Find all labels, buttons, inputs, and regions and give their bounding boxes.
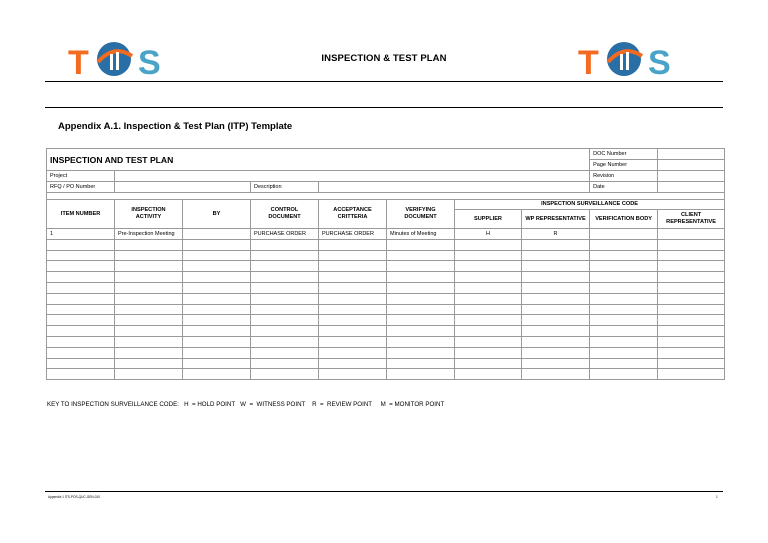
cell-control-document[interactable]: [251, 304, 319, 315]
cell-item-number[interactable]: 1: [47, 229, 115, 240]
cell-item-number[interactable]: [47, 272, 115, 283]
table-row: [47, 293, 725, 304]
project-field[interactable]: [115, 171, 590, 182]
cell-acceptance-criteria[interactable]: [319, 336, 387, 347]
cell-supplier[interactable]: [455, 261, 522, 272]
cell-verification-body[interactable]: [590, 293, 658, 304]
cell-by[interactable]: [183, 229, 251, 240]
cell-verification-body[interactable]: [590, 282, 658, 293]
cell-control-document[interactable]: [251, 261, 319, 272]
cell-supplier[interactable]: [455, 336, 522, 347]
header-rule: [45, 81, 723, 82]
cell-supplier[interactable]: [455, 272, 522, 283]
rfq-label: RFQ / PO Number: [47, 182, 115, 193]
cell-control-document[interactable]: [251, 239, 319, 250]
cell-verifying-document[interactable]: [387, 239, 455, 250]
cell-verifying-document[interactable]: [387, 336, 455, 347]
section-rule: [45, 107, 723, 108]
table-row: [47, 282, 725, 293]
col-supplier: SUPPLIER: [455, 210, 522, 229]
cell-verifying-document[interactable]: Minutes of Meeting: [387, 229, 455, 240]
cell-item-number[interactable]: [47, 261, 115, 272]
date-field[interactable]: [658, 182, 725, 193]
cell-inspection-activity[interactable]: Pre-Inspection Meeting: [115, 229, 183, 240]
cell-supplier[interactable]: [455, 326, 522, 337]
form-title: INSPECTION AND TEST PLAN: [47, 149, 590, 171]
cell-by[interactable]: [183, 239, 251, 250]
cell-acceptance-criteria[interactable]: [319, 261, 387, 272]
cell-verification-body[interactable]: [590, 261, 658, 272]
cell-client-representative[interactable]: [658, 261, 725, 272]
cell-wp-representative[interactable]: [522, 304, 590, 315]
cell-item-number[interactable]: [47, 282, 115, 293]
cell-control-document[interactable]: [251, 369, 319, 380]
cell-verification-body[interactable]: [590, 315, 658, 326]
cell-control-document[interactable]: [251, 272, 319, 283]
cell-client-representative[interactable]: [658, 369, 725, 380]
cell-supplier[interactable]: [455, 315, 522, 326]
table-row: [47, 304, 725, 315]
description-label: Description: [251, 182, 319, 193]
table-row: [47, 272, 725, 283]
col-by: BY: [183, 200, 251, 229]
cell-verification-body[interactable]: [590, 229, 658, 240]
cell-by[interactable]: [183, 293, 251, 304]
logo-letter-t: T: [578, 44, 599, 80]
revision-label: Revision: [590, 171, 658, 182]
cell-item-number[interactable]: [47, 369, 115, 380]
cell-control-document[interactable]: PURCHASE ORDER: [251, 229, 319, 240]
rfq-field[interactable]: [115, 182, 251, 193]
cell-verifying-document[interactable]: [387, 358, 455, 369]
cell-inspection-activity[interactable]: [115, 293, 183, 304]
cell-acceptance-criteria[interactable]: [319, 347, 387, 358]
footer-page-number: 1: [716, 495, 718, 499]
cell-verifying-document[interactable]: [387, 347, 455, 358]
cell-supplier[interactable]: H: [455, 229, 522, 240]
cell-by[interactable]: [183, 261, 251, 272]
cell-client-representative[interactable]: [658, 326, 725, 337]
cell-inspection-activity[interactable]: [115, 250, 183, 261]
cell-wp-representative[interactable]: [522, 326, 590, 337]
cell-inspection-activity[interactable]: [115, 261, 183, 272]
cell-wp-representative[interactable]: [522, 282, 590, 293]
revision-field[interactable]: [658, 171, 725, 182]
cell-by[interactable]: [183, 315, 251, 326]
cell-acceptance-criteria[interactable]: [319, 304, 387, 315]
cell-verifying-document[interactable]: [387, 282, 455, 293]
cell-verification-body[interactable]: [590, 358, 658, 369]
cell-client-representative[interactable]: [658, 293, 725, 304]
spacer-row: [47, 193, 725, 200]
cell-acceptance-criteria[interactable]: [319, 239, 387, 250]
cell-acceptance-criteria[interactable]: [319, 315, 387, 326]
cell-acceptance-criteria[interactable]: [319, 272, 387, 283]
cell-client-representative[interactable]: [658, 347, 725, 358]
cell-control-document[interactable]: [251, 358, 319, 369]
cell-client-representative[interactable]: [658, 239, 725, 250]
doc-number-field[interactable]: [658, 149, 725, 160]
cell-by[interactable]: [183, 326, 251, 337]
cell-wp-representative[interactable]: [522, 261, 590, 272]
cell-by[interactable]: [183, 282, 251, 293]
cell-wp-representative[interactable]: [522, 347, 590, 358]
cell-supplier[interactable]: [455, 239, 522, 250]
page-number-field[interactable]: [658, 160, 725, 171]
page-number-label: Page Number: [590, 160, 658, 171]
logo-letter-t: T: [68, 44, 89, 80]
cell-wp-representative[interactable]: [522, 369, 590, 380]
cell-item-number[interactable]: [47, 336, 115, 347]
cell-client-representative[interactable]: [658, 282, 725, 293]
doc-number-label: DOC Number: [590, 149, 658, 160]
cell-supplier[interactable]: [455, 250, 522, 261]
document-title: INSPECTION & TEST PLAN: [321, 53, 447, 64]
cell-by[interactable]: [183, 369, 251, 380]
cell-verification-body[interactable]: [590, 347, 658, 358]
table-row: [47, 369, 725, 380]
footer-doc-ref: Appendix 1 ITS-POS-QUC-GEN-010: [48, 495, 101, 499]
col-wp-representative: WP REPRESENTATIVE: [522, 210, 590, 229]
table-row: [47, 315, 725, 326]
appendix-heading: Appendix A.1. Inspection & Test Plan (ITP) Template: [58, 121, 293, 132]
cell-item-number[interactable]: [47, 250, 115, 261]
cell-verification-body[interactable]: [590, 250, 658, 261]
cell-client-representative[interactable]: [658, 304, 725, 315]
cell-item-number[interactable]: [47, 239, 115, 250]
col-client-representative: CLIENT REPRESENTATIVE: [658, 210, 725, 229]
footer-rule: [45, 491, 723, 492]
cell-acceptance-criteria[interactable]: [319, 326, 387, 337]
cell-by[interactable]: [183, 250, 251, 261]
logo-letter-s: S: [138, 44, 161, 80]
cell-verifying-document[interactable]: [387, 369, 455, 380]
cell-item-number[interactable]: [47, 358, 115, 369]
cell-acceptance-criteria[interactable]: [319, 293, 387, 304]
cell-inspection-activity[interactable]: [115, 347, 183, 358]
cell-item-number[interactable]: [47, 315, 115, 326]
cell-control-document[interactable]: [251, 293, 319, 304]
date-label: Date: [590, 182, 658, 193]
cell-verifying-document[interactable]: [387, 272, 455, 283]
description-field[interactable]: [319, 182, 590, 193]
cell-supplier[interactable]: [455, 304, 522, 315]
tqs-logo-right: [576, 38, 694, 80]
cell-control-document[interactable]: [251, 326, 319, 337]
cell-wp-representative[interactable]: [522, 358, 590, 369]
cell-acceptance-criteria[interactable]: [319, 358, 387, 369]
cell-client-representative[interactable]: [658, 250, 725, 261]
col-acceptance-criteria: ACCEPTANCE CRITTERIA: [319, 200, 387, 229]
cell-supplier[interactable]: [455, 282, 522, 293]
cell-wp-representative[interactable]: [522, 250, 590, 261]
cell-verifying-document[interactable]: [387, 326, 455, 337]
cell-wp-representative[interactable]: [522, 272, 590, 283]
table-row: [47, 347, 725, 358]
cell-client-representative[interactable]: [658, 272, 725, 283]
cell-wp-representative[interactable]: [522, 315, 590, 326]
cell-wp-representative[interactable]: [522, 336, 590, 347]
cell-client-representative[interactable]: [658, 336, 725, 347]
cell-inspection-activity[interactable]: [115, 282, 183, 293]
cell-acceptance-criteria[interactable]: [319, 250, 387, 261]
col-control-document: CONTROL DOCUMENT: [251, 200, 319, 229]
logo-letter-s: S: [648, 44, 671, 80]
cell-by[interactable]: [183, 358, 251, 369]
cell-inspection-activity[interactable]: [115, 326, 183, 337]
cell-supplier[interactable]: [455, 293, 522, 304]
cell-verifying-document[interactable]: [387, 261, 455, 272]
table-row: [47, 261, 725, 272]
cell-verifying-document[interactable]: [387, 304, 455, 315]
cell-verification-body[interactable]: [590, 272, 658, 283]
cell-verifying-document[interactable]: [387, 293, 455, 304]
col-verifying-document: VERIFYING DOCUMENT: [387, 200, 455, 229]
table-row: [47, 229, 725, 240]
cell-acceptance-criteria[interactable]: PURCHASE ORDER: [319, 229, 387, 240]
cell-acceptance-criteria[interactable]: [319, 282, 387, 293]
cell-supplier[interactable]: [455, 369, 522, 380]
table-row: [47, 250, 725, 261]
cell-supplier[interactable]: [455, 347, 522, 358]
table-row: [47, 239, 725, 250]
cell-supplier[interactable]: [455, 358, 522, 369]
cell-inspection-activity[interactable]: [115, 239, 183, 250]
cell-inspection-activity[interactable]: [115, 272, 183, 283]
table-row: [47, 358, 725, 369]
col-surveillance-code: INSPECTION SURVEILLANCE CODE: [455, 200, 725, 210]
cell-verification-body[interactable]: [590, 239, 658, 250]
cell-acceptance-criteria[interactable]: [319, 369, 387, 380]
cell-item-number[interactable]: [47, 304, 115, 315]
col-verification-body: VERIFICATION BODY: [590, 210, 658, 229]
cell-inspection-activity[interactable]: [115, 358, 183, 369]
surveillance-code-key: KEY TO INSPECTION SURVEILLANCE CODE: H = HOLD POINT W = WITNESS POINT R = REVIEW POINT M = MONITOR POINT: [47, 401, 445, 408]
col-inspection-activity: INSPECTION ACTIVITY: [115, 200, 183, 229]
cell-item-number[interactable]: [47, 293, 115, 304]
cell-client-representative[interactable]: [658, 358, 725, 369]
cell-verification-body[interactable]: [590, 369, 658, 380]
table-row: [47, 326, 725, 337]
cell-by[interactable]: [183, 304, 251, 315]
col-item-number: ITEM NUMBER: [47, 200, 115, 229]
cell-verifying-document[interactable]: [387, 315, 455, 326]
cell-by[interactable]: [183, 336, 251, 347]
cell-item-number[interactable]: [47, 347, 115, 358]
cell-wp-representative[interactable]: [522, 239, 590, 250]
itp-table: [46, 148, 725, 380]
cell-by[interactable]: [183, 347, 251, 358]
cell-control-document[interactable]: [251, 315, 319, 326]
cell-verification-body[interactable]: [590, 304, 658, 315]
cell-control-document[interactable]: [251, 250, 319, 261]
cell-wp-representative[interactable]: R: [522, 229, 590, 240]
cell-inspection-activity[interactable]: [115, 315, 183, 326]
cell-control-document[interactable]: [251, 336, 319, 347]
cell-wp-representative[interactable]: [522, 293, 590, 304]
cell-verification-body[interactable]: [590, 336, 658, 347]
cell-control-document[interactable]: [251, 347, 319, 358]
cell-client-representative[interactable]: [658, 315, 725, 326]
cell-inspection-activity[interactable]: [115, 369, 183, 380]
project-label: Project: [47, 171, 115, 182]
cell-client-representative[interactable]: [658, 229, 725, 240]
cell-verification-body[interactable]: [590, 326, 658, 337]
cell-control-document[interactable]: [251, 282, 319, 293]
cell-inspection-activity[interactable]: [115, 304, 183, 315]
cell-inspection-activity[interactable]: [115, 336, 183, 347]
cell-verifying-document[interactable]: [387, 250, 455, 261]
cell-item-number[interactable]: [47, 326, 115, 337]
cell-by[interactable]: [183, 272, 251, 283]
table-row: [47, 336, 725, 347]
